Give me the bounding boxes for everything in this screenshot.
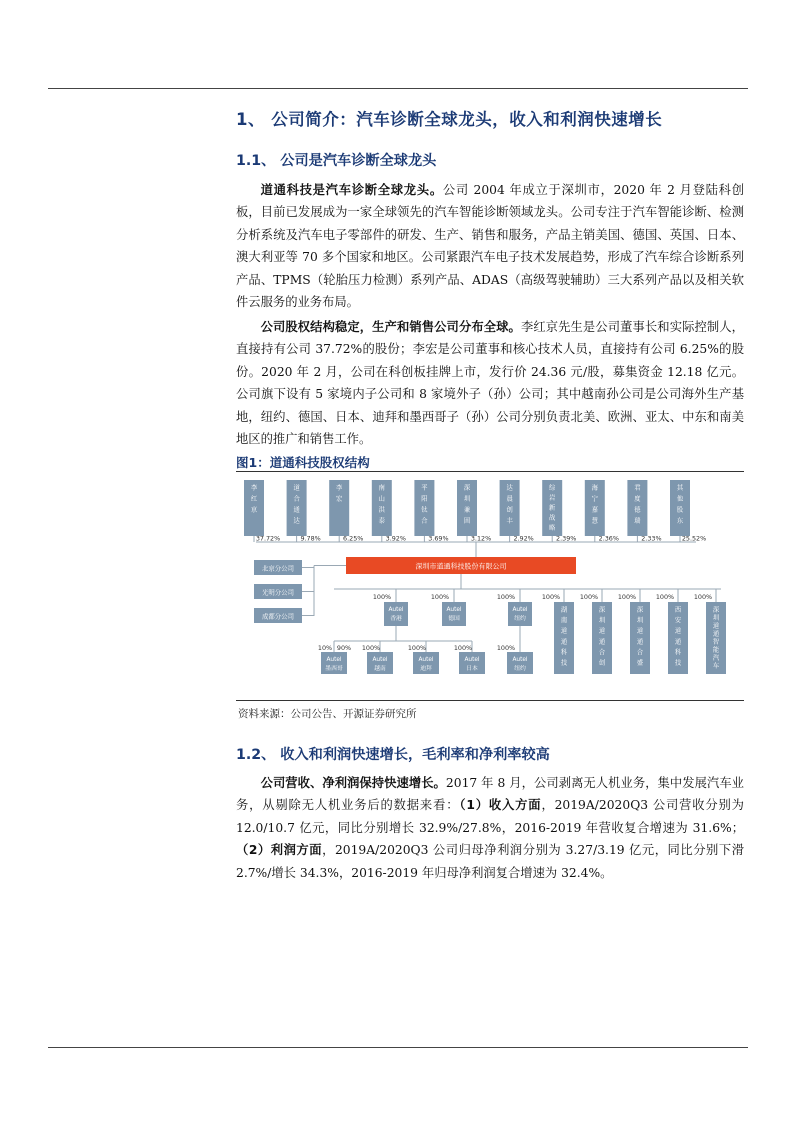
shareholder-name: 达晨创丰	[506, 484, 513, 525]
section-heading-1: 1、 公司简介：汽车诊断全球龙头，收入和利润快速增长	[236, 110, 663, 129]
shareholder-pct: 25.52%	[681, 534, 707, 543]
paragraph-revenue-profit	[236, 772, 744, 884]
figure-top-rule	[236, 471, 744, 472]
subsidiary-name-line1: Autel	[388, 607, 404, 613]
branch-name: 光明分公司	[262, 588, 294, 597]
domestic-name: 深圳道通合盛	[636, 606, 644, 667]
domestic-name: 深圳道通智能汽车	[712, 606, 720, 670]
shareholder-name: 海宁嘉慧	[591, 484, 598, 525]
paragraph-body: 2017 年 8 月，公司剥离无人机业务，集中发展汽车业务，从剔除无人机业务后的数据来看：	[236, 776, 744, 813]
grandchild-name-line2: 墨西哥	[325, 666, 343, 672]
ownership-structure-chart	[236, 474, 744, 696]
paragraph-body: 公司 2004 年成立于深圳市，2020 年 2 月登陆科创板，目前已发展成为一家全球领先的汽车智能诊断领域龙头。公司专注于汽车智能诊断、检测分析系统及汽车电子零部件的研发、生产、销售和服务，产品主销美国、德国、英国、日本、澳大利亚等 70 多个国家和地区。公司紧跟汽车电子技术发展趋势，形成了汽车综合诊断系列产品、TPMS（轮胎压力检测）系列产品、ADAS（高级驾驶辅助）三大系列产品以及相关软件云服务的业务布局。	[236, 183, 744, 310]
shareholder-name: 平阳钛合	[421, 484, 428, 525]
shareholder-name: 道合通达	[293, 484, 300, 525]
figure-source: 资料来源：公司公告、开源证券研究所	[238, 708, 417, 720]
shareholder-pct: 9.78%	[300, 534, 321, 543]
grandchild-pct: 10%	[317, 644, 333, 652]
subsidiary-box	[442, 602, 466, 626]
grandchild-pct: 100%	[496, 644, 516, 652]
subsidiary-name-line1: Autel	[446, 607, 462, 613]
footer-rule	[48, 1047, 748, 1048]
domestic-name: 深圳道通合创	[598, 606, 606, 667]
subsidiary-box	[384, 602, 408, 626]
shareholder-name: 君度德瑞	[634, 484, 641, 525]
shareholder-pct: 37.72%	[255, 534, 281, 543]
company-name: 深圳市道通科技股份有限公司	[415, 562, 507, 571]
paragraph-lead: 公司营收、净利润保持快速增长。	[260, 776, 446, 790]
branch-name: 北京分公司	[262, 564, 294, 573]
grandchild-name-line2: 纽约	[514, 666, 526, 672]
grandchild-name-line1: Autel	[464, 657, 480, 663]
domestic-pct: 100%	[579, 593, 599, 601]
grandchild-name-line1: Autel	[372, 657, 388, 663]
paragraph-body: 李红京先生是公司董事长和实际控制人，直接持有公司 37.72%的股份；李宏是公司董事和核心技术人员，直接持有公司 6.25%的股份。2020 年 2 月，公司在科创板挂牌上市，发行价 24.36 元/股，募集资金 12.18 亿元。公司旗下设有 5 家境内子公司和 8 家境外子（孙）公司；其中越南孙公司是公司海外生产基地，纽约、德国、日本、迪拜和墨西哥子（孙）公司分别负责北美、欧洲、亚太、中东和南美地区的推广和销售工作。	[236, 320, 744, 447]
grandchild-name-line1: Autel	[512, 657, 528, 663]
grandchild-name-line2: 迪拜	[420, 666, 432, 672]
subsidiary-name-line2: 纽约	[514, 616, 526, 622]
grandchild-name-line2: 日本	[466, 666, 478, 672]
shareholder-pct: 3.92%	[385, 534, 406, 543]
shareholder-name: 南山洪泰	[378, 484, 385, 525]
paragraph-lead: 道通科技是汽车诊断全球龙头。	[260, 183, 443, 197]
branch-name: 成都分公司	[262, 612, 294, 621]
domestic-pct: 100%	[655, 593, 675, 601]
shareholder-name: 其他股东	[676, 484, 684, 525]
grandchild-pct: 100%	[453, 644, 473, 652]
domestic-pct: 100%	[617, 593, 637, 601]
shareholder-name: 深圳兼固	[463, 484, 471, 525]
subsidiary-name-line2: 德国	[448, 616, 460, 622]
subsidiary-pct: 100%	[496, 593, 516, 601]
shareholder-pct: 2.92%	[513, 534, 534, 543]
grandchild-name-line1: Autel	[418, 657, 434, 663]
profit-label: （2）利润方面	[236, 843, 323, 858]
subsidiary-box	[508, 602, 532, 626]
shareholder-pct: 2.39%	[556, 534, 577, 543]
subsidiary-pct: 100%	[372, 593, 392, 601]
paragraph-company-intro	[236, 179, 744, 313]
shareholder-pct: 3.12%	[470, 534, 492, 543]
subsidiary-pct: 100%	[430, 593, 450, 601]
grandchild-pct: 100%	[361, 644, 381, 652]
domestic-pct: 100%	[541, 593, 561, 601]
shareholder-name: 综岩新战略	[549, 484, 556, 532]
paragraph-shareholding	[236, 316, 744, 450]
shareholder-pct: 6.25%	[343, 534, 364, 543]
header-rule	[48, 88, 748, 89]
shareholder-name: 李宏	[336, 484, 343, 503]
paragraph-body: ，2019A/2020Q3 公司归母净利润分别为 3.27/3.19 亿元，同比分别下滑 2.7%/增长 34.3%，2016-2019 年归母净利润复合增速为 32.4%。	[236, 843, 745, 880]
grandchild-name-line1: Autel	[326, 657, 342, 663]
shareholder-pct: 2.33%	[641, 534, 662, 543]
paragraph-body: ，2019A/2020Q3 公司营收分别为 12.0/10.7 亿元，同比分别增长 32.9%/27.8%，2016-2019 年营收复合增速为 31.6%；	[236, 798, 744, 835]
section-heading-1-2: 1.2、 收入和利润快速增长，毛利率和净利率较高	[236, 747, 550, 763]
section-heading-1-1: 1.1、 公司是汽车诊断全球龙头	[236, 153, 437, 169]
shareholder-pct: 2.36%	[598, 534, 619, 543]
domestic-name: 西安道通科技	[674, 606, 682, 667]
domestic-name: 湖南道通科技	[560, 606, 568, 667]
subsidiary-name-line2: 香港	[390, 616, 402, 622]
domestic-pct: 100%	[693, 593, 713, 601]
grandchild-pct: 100%	[407, 644, 427, 652]
grandchild-pct-90: 90%	[336, 644, 352, 652]
shareholder-name: 李红京	[250, 484, 258, 514]
subsidiary-name-line1: Autel	[512, 607, 528, 613]
figure-bottom-rule	[236, 700, 744, 701]
revenue-label: （1）收入方面	[459, 798, 542, 813]
paragraph-lead: 公司股权结构稳定，生产和销售公司分布全球。	[260, 320, 521, 334]
shareholder-pct: 3.69%	[428, 534, 449, 543]
figure-title: 图1：道通科技股权结构	[236, 455, 370, 470]
grandchild-name-line2: 越南	[374, 666, 386, 672]
